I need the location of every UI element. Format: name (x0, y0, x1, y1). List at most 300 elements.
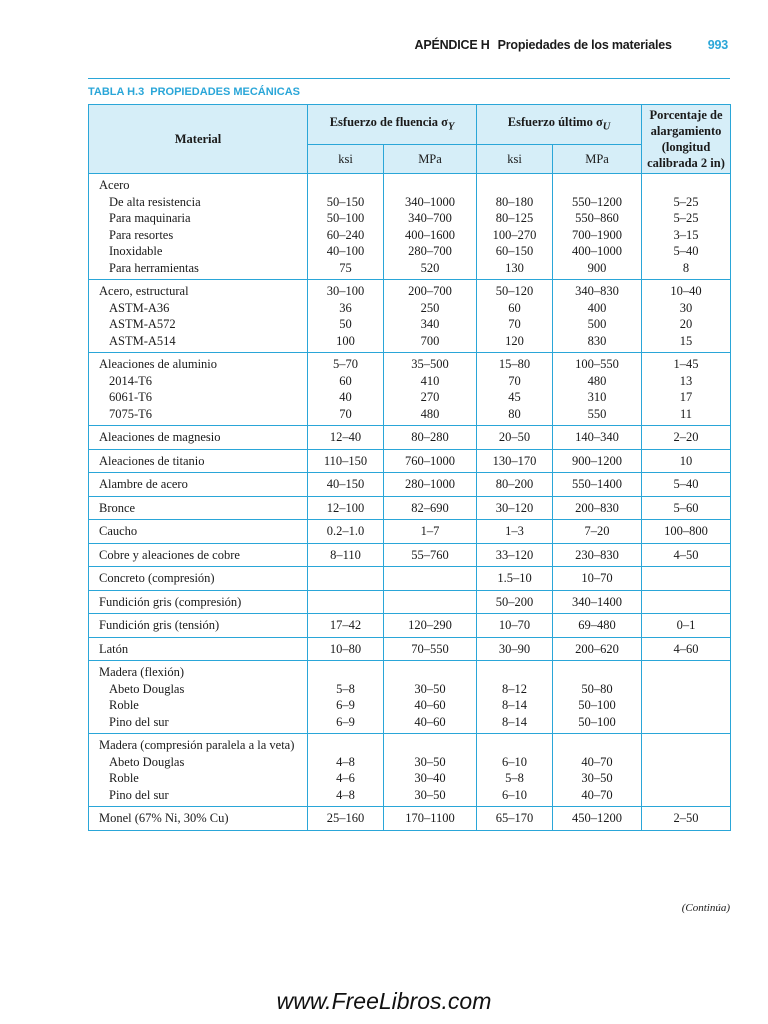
cell-yield-mpa (384, 449, 477, 473)
cell-value: 280–1000 (405, 477, 455, 491)
cell-material (89, 449, 308, 473)
cell-value (644, 754, 728, 771)
table-row (89, 734, 731, 807)
cell-yield-mpa (384, 174, 477, 280)
cell-value: 10–40 (670, 284, 702, 298)
table-caption (88, 86, 300, 98)
cell-value (479, 664, 550, 681)
table-row (89, 567, 731, 591)
cell-value: 30 (679, 300, 693, 315)
cell-value: 550–860 (575, 211, 619, 225)
cell-value (555, 737, 639, 754)
cell-value (555, 177, 639, 194)
cell-ultimate-mpa (553, 807, 642, 831)
cell-value: 40–100 (326, 244, 365, 258)
cell-material (89, 590, 308, 614)
cell-material (89, 353, 308, 426)
cell-ultimate-mpa (553, 520, 642, 544)
cell-value (644, 664, 728, 681)
cell-yield-ksi (308, 661, 384, 734)
cell-ultimate-ksi (477, 280, 553, 353)
cell-ultimate-mpa (553, 473, 642, 497)
cell-ultimate-ksi (477, 590, 553, 614)
material-subtype: Roble (109, 698, 139, 712)
cell-value: 200–830 (575, 500, 619, 515)
cell-ultimate-mpa (553, 661, 642, 734)
cell-elongation (642, 280, 731, 353)
material-name: Aleaciones de titanio (99, 453, 205, 468)
cell-value: 4–8 (336, 787, 355, 802)
cell-value: 50–120 (495, 284, 534, 298)
material-name: Alambre de acero (99, 477, 188, 491)
cell-value: 40 (339, 390, 352, 404)
cell-value (310, 737, 381, 754)
cell-yield-ksi (308, 496, 384, 520)
cell-value: 69–480 (578, 618, 616, 632)
cell-value: 400–1600 (405, 227, 455, 242)
material-subtype: Roble (109, 771, 139, 785)
cell-ultimate-ksi (477, 807, 553, 831)
cell-value: 30–50 (414, 754, 446, 769)
cell-value: 100 (336, 333, 355, 348)
cell-value: 15–80 (498, 357, 531, 371)
table-row (89, 661, 731, 734)
cell-value: 60–150 (495, 244, 534, 258)
cell-value: 110–150 (323, 453, 368, 468)
table-body (89, 174, 731, 831)
cell-value (386, 664, 474, 681)
material-subtype: Para resortes (109, 227, 174, 242)
cell-value: 82–690 (411, 500, 449, 515)
cell-material (89, 734, 308, 807)
cell-value: 270 (420, 390, 440, 404)
cell-value: 5–25 (673, 211, 699, 225)
cell-value: 35–500 (411, 357, 449, 371)
cell-value: 200–700 (408, 284, 452, 298)
table-row (89, 520, 731, 544)
cell-value: 25–160 (326, 811, 365, 825)
cell-value (644, 681, 728, 698)
cell-ultimate-mpa (553, 426, 642, 450)
cell-yield-ksi (308, 174, 384, 280)
material-name: Fundición gris (compresión) (99, 594, 242, 609)
cell-material (89, 567, 308, 591)
cell-elongation (642, 734, 731, 807)
cell-value: 30–50 (581, 771, 613, 785)
material-subtype: Abeto Douglas (109, 754, 185, 769)
running-head (88, 38, 728, 58)
cell-value: 700 (420, 333, 440, 348)
cell-yield-ksi (308, 426, 384, 450)
cell-value: 5–8 (505, 771, 524, 785)
cell-elongation (642, 496, 731, 520)
material-name: Caucho (99, 524, 138, 538)
material-subtype: Para herramientas (109, 260, 199, 275)
cell-ultimate-ksi (477, 496, 553, 520)
cell-value: 520 (420, 260, 440, 275)
continued-note: (Continúa) (681, 902, 730, 914)
cell-value: 400–1000 (572, 244, 623, 258)
material-subtype: 2014-T6 (109, 373, 153, 388)
cell-value: 17 (679, 390, 693, 404)
cell-yield-mpa (384, 353, 477, 426)
cell-material (89, 280, 308, 353)
chapter-title: Propiedades de los materiales (497, 38, 672, 52)
cell-ultimate-ksi (477, 520, 553, 544)
mechanical-properties-table (88, 104, 731, 831)
cell-elongation (642, 543, 731, 567)
cell-value: 1–7 (420, 524, 440, 538)
cell-material (89, 614, 308, 638)
cell-value: 40–60 (414, 714, 446, 729)
cell-value: 50–100 (578, 714, 616, 729)
cell-value: 40–150 (326, 477, 365, 491)
cell-yield-mpa (384, 496, 477, 520)
cell-value: 4–8 (336, 754, 355, 769)
cell-value: 130–170 (492, 453, 537, 468)
cell-material (89, 807, 308, 831)
cell-value: 400 (587, 300, 607, 315)
cell-value: 30–120 (495, 500, 534, 515)
cell-yield-ksi (308, 520, 384, 544)
cell-elongation (642, 353, 731, 426)
cell-value: 50–80 (581, 681, 613, 696)
cell-value: 40–70 (581, 787, 613, 802)
cell-value: 70 (508, 373, 521, 388)
cell-value: 5–70 (333, 357, 358, 371)
header-ultimate-mpa: MPa (553, 145, 642, 174)
cell-value: 80–200 (495, 477, 534, 491)
cell-value: 50 (339, 317, 352, 331)
cell-ultimate-mpa (553, 567, 642, 591)
cell-material (89, 426, 308, 450)
cell-value (310, 664, 381, 681)
cell-material (89, 473, 308, 497)
cell-value: 310 (587, 390, 607, 404)
cell-value: 8 (682, 260, 690, 275)
cell-yield-mpa (384, 734, 477, 807)
cell-ultimate-ksi (477, 174, 553, 280)
cell-value: 55–760 (411, 547, 449, 562)
cell-value: 130 (505, 260, 524, 275)
cell-value: 60 (508, 300, 521, 315)
table-row (89, 614, 731, 638)
cell-elongation (642, 590, 731, 614)
cell-value (644, 737, 728, 754)
footer-watermark-url: www.FreeLibros.com (276, 988, 492, 1014)
cell-elongation (642, 661, 731, 734)
cell-ultimate-ksi (477, 426, 553, 450)
table-row (89, 426, 731, 450)
material-name: Madera (flexión) (99, 665, 185, 679)
cell-ultimate-mpa (553, 174, 642, 280)
cell-elongation (642, 426, 731, 450)
cell-value: 3–15 (673, 227, 699, 242)
cell-value: 830 (587, 333, 607, 348)
cell-value: 4–50 (673, 547, 699, 562)
material-subtype: ASTM-A572 (109, 317, 176, 331)
header-ultimate-strength: Esfuerzo último $\sigma_U$ (477, 105, 642, 145)
cell-ultimate-ksi (477, 543, 553, 567)
material-name: Aleaciones de magnesio (99, 430, 221, 444)
cell-yield-ksi (308, 614, 384, 638)
material-subtype: ASTM-A36 (109, 300, 170, 315)
cell-value: 8–14 (502, 698, 528, 712)
cell-value: 200–620 (575, 641, 619, 656)
cell-value: 340 (420, 317, 440, 331)
header-yield-mpa: MPa (384, 145, 477, 174)
cell-value: 13 (679, 373, 693, 388)
cell-value (386, 594, 474, 611)
material-name: Monel (67% Ni, 30% Cu) (99, 811, 229, 825)
cell-elongation (642, 449, 731, 473)
cell-ultimate-mpa (553, 543, 642, 567)
cell-value (386, 177, 474, 194)
cell-value: 0.2–1.0 (326, 524, 365, 538)
cell-value: 17–42 (329, 618, 362, 632)
material-subtype: Para maquinaria (109, 211, 191, 225)
cell-value: 45 (508, 390, 521, 404)
cell-value: 36 (339, 300, 352, 315)
header-elongation: Porcentaje de alargamiento (longitud calibrada 2 in) (642, 105, 731, 174)
cell-value: 900–1200 (572, 453, 623, 468)
page-number: 993 (707, 38, 728, 52)
cell-ultimate-mpa (553, 496, 642, 520)
cell-value: 480 (420, 406, 440, 421)
cell-elongation (642, 637, 731, 661)
cell-elongation (642, 614, 731, 638)
table-row (89, 473, 731, 497)
cell-value (310, 594, 381, 611)
cell-value: 760–1000 (405, 453, 455, 468)
cell-value: 6–10 (502, 787, 528, 802)
material-name: Latón (99, 641, 129, 656)
cell-value: 140–340 (575, 430, 619, 444)
cell-value (644, 594, 728, 611)
cell-value: 700–1900 (572, 227, 623, 242)
cell-value: 8–12 (502, 681, 528, 696)
cell-value: 5–60 (673, 500, 699, 515)
cell-value (479, 177, 550, 194)
cell-material (89, 661, 308, 734)
material-subtype: Pino del sur (109, 787, 169, 802)
cell-value: 40–70 (581, 754, 613, 769)
cell-value: 480 (587, 373, 607, 388)
cell-value: 8–110 (330, 547, 361, 562)
cell-value: 60–240 (326, 227, 365, 242)
table-row (89, 174, 731, 280)
cell-value: 5–40 (673, 477, 699, 491)
cell-value: 170–1100 (405, 811, 455, 825)
cell-value (644, 770, 728, 787)
cell-value: 65–170 (495, 811, 534, 825)
cell-value: 550–1200 (572, 194, 623, 209)
cell-yield-mpa (384, 661, 477, 734)
cell-yield-mpa (384, 280, 477, 353)
cell-ultimate-ksi (477, 473, 553, 497)
cell-value: 60 (339, 373, 352, 388)
cell-yield-ksi (308, 473, 384, 497)
cell-value: 2–50 (673, 811, 699, 825)
cell-value: 20–50 (498, 430, 531, 444)
cell-value: 10–70 (581, 571, 613, 585)
cell-value: 7–20 (584, 524, 610, 538)
cell-value (644, 697, 728, 714)
cell-value: 340–830 (575, 284, 619, 298)
cell-value (310, 177, 381, 194)
cell-ultimate-ksi (477, 353, 553, 426)
cell-value: 50–100 (578, 698, 616, 712)
material-name: Madera (compresión paralela a la veta) (99, 738, 295, 752)
cell-value: 10–70 (498, 618, 531, 632)
cell-value: 1–3 (505, 524, 524, 538)
cell-ultimate-mpa (553, 614, 642, 638)
cell-yield-ksi (308, 353, 384, 426)
cell-value: 6–9 (336, 698, 355, 712)
cell-yield-mpa (384, 637, 477, 661)
cell-value: 120 (505, 333, 524, 348)
cell-value: 0–1 (676, 618, 696, 632)
cell-yield-ksi (308, 543, 384, 567)
cell-value: 80 (508, 406, 521, 421)
cell-elongation (642, 520, 731, 544)
cell-value: 80–280 (411, 430, 449, 444)
cell-value: 8–14 (502, 714, 528, 729)
cell-value: 12–100 (326, 500, 365, 515)
cell-value: 20 (679, 317, 693, 331)
chapter-label: APÉNDICE H (414, 38, 490, 52)
cell-yield-mpa (384, 543, 477, 567)
cell-value: 30–90 (498, 641, 531, 656)
cell-value: 250 (420, 300, 440, 315)
cell-value (386, 737, 474, 754)
cell-value: 900 (587, 260, 607, 275)
cell-ultimate-ksi (477, 614, 553, 638)
cell-value: 1–45 (673, 357, 699, 371)
cell-value: 12–40 (329, 430, 362, 444)
cell-ultimate-mpa (553, 280, 642, 353)
cell-ultimate-ksi (477, 637, 553, 661)
cell-ultimate-mpa (553, 734, 642, 807)
table-number: TABLA H.3 (88, 86, 145, 98)
cell-value: 1.5–10 (497, 571, 532, 585)
cell-ultimate-mpa (553, 637, 642, 661)
material-subtype: Abeto Douglas (109, 681, 185, 696)
cell-value: 2–20 (673, 430, 699, 444)
cell-elongation (642, 567, 731, 591)
material-subtype: Inoxidable (109, 244, 163, 258)
cell-material (89, 520, 308, 544)
material-subtype: 6061-T6 (109, 390, 153, 404)
material-name: Bronce (99, 500, 136, 515)
cell-value (644, 714, 728, 731)
cell-value: 6–10 (502, 754, 528, 769)
table-row (89, 637, 731, 661)
cell-value: 80–180 (495, 194, 534, 209)
material-subtype: 7075-T6 (109, 406, 153, 421)
cell-value: 450–1200 (572, 811, 623, 825)
header-material: Material (89, 105, 308, 174)
cell-value: 30–50 (414, 787, 446, 802)
cell-yield-ksi (308, 590, 384, 614)
cell-ultimate-ksi (477, 661, 553, 734)
cell-value: 33–120 (495, 547, 534, 562)
cell-value: 4–6 (336, 771, 355, 785)
cell-ultimate-ksi (477, 449, 553, 473)
cell-yield-ksi (308, 280, 384, 353)
cell-value: 15 (679, 333, 693, 348)
cell-value (386, 570, 474, 587)
table-row (89, 449, 731, 473)
cell-ultimate-mpa (553, 590, 642, 614)
material-name: Aleaciones de aluminio (99, 357, 218, 371)
material-subtype: De alta resistencia (109, 194, 201, 209)
cell-yield-mpa (384, 590, 477, 614)
cell-value: 75 (339, 260, 352, 275)
material-subtype: Pino del sur (109, 714, 169, 729)
cell-yield-ksi (308, 807, 384, 831)
table-title: PROPIEDADES MECÁNICAS (150, 86, 300, 98)
cell-value: 340–700 (408, 211, 452, 225)
header-yield-ksi: ksi (308, 145, 384, 174)
cell-ultimate-mpa (553, 353, 642, 426)
table-row (89, 496, 731, 520)
cell-value: 230–830 (575, 547, 619, 562)
cell-elongation (642, 473, 731, 497)
cell-value: 550 (587, 406, 607, 421)
material-name: Acero (99, 178, 130, 192)
cell-value: 50–200 (495, 594, 534, 609)
cell-value: 30–50 (414, 681, 446, 696)
cell-value (479, 737, 550, 754)
cell-value: 80–125 (495, 211, 534, 225)
cell-value: 30–100 (326, 284, 365, 298)
cell-value: 40–60 (414, 698, 446, 712)
header-rule (88, 78, 730, 79)
cell-value: 11 (679, 406, 693, 421)
cell-value (644, 570, 728, 587)
material-subtype: ASTM-A514 (109, 333, 176, 348)
cell-value: 10 (679, 453, 693, 468)
cell-material (89, 637, 308, 661)
cell-yield-ksi (308, 637, 384, 661)
cell-material (89, 174, 308, 280)
material-name: Acero, estructural (99, 284, 189, 298)
cell-material (89, 543, 308, 567)
cell-value: 4–60 (673, 641, 699, 656)
cell-yield-mpa (384, 614, 477, 638)
material-name: Cobre y aleaciones de cobre (99, 547, 240, 562)
cell-value: 5–8 (336, 681, 355, 696)
cell-yield-mpa (384, 426, 477, 450)
cell-value: 30–40 (414, 771, 446, 785)
cell-yield-mpa (384, 807, 477, 831)
cell-value: 410 (420, 373, 440, 388)
table-row (89, 353, 731, 426)
cell-yield-ksi (308, 734, 384, 807)
cell-value: 500 (587, 317, 607, 331)
cell-value (644, 177, 728, 194)
cell-value: 100–270 (492, 227, 537, 242)
cell-yield-mpa (384, 473, 477, 497)
header-yield-strength: Esfuerzo de fluencia $\sigma_Y$ (308, 105, 477, 145)
cell-value: 70 (339, 406, 352, 421)
cell-value: 10–80 (329, 641, 362, 656)
cell-yield-mpa (384, 567, 477, 591)
cell-value: 340–1400 (572, 594, 623, 609)
cell-value: 70–550 (411, 641, 449, 656)
cell-value: 70 (508, 317, 521, 331)
